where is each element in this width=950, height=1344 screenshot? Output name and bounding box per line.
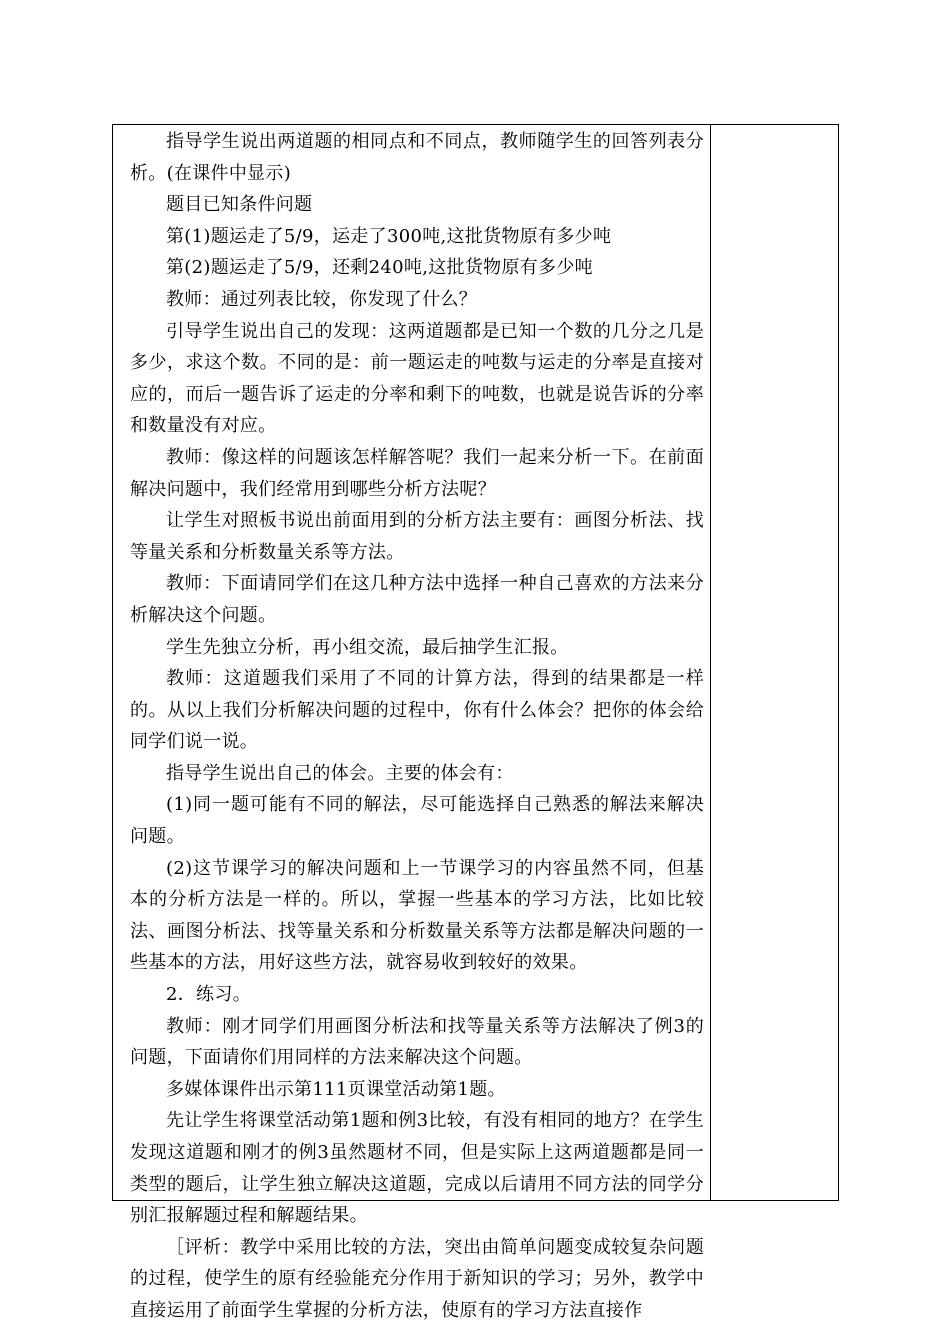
paragraph: (1)同一题可能有不同的解法，尽可能选择自己熟悉的解法来解决问题。 <box>130 794 704 848</box>
paragraph: 教师：刚才同学们用画图分析法和找等量关系等方法解决了例3的问题，下面请你们用同样的方法来解决这个问题。 <box>130 1015 704 1069</box>
lesson-content-cell <box>113 125 710 1321</box>
paragraph: (2)这节课学习的解决问题和上一节课学习的内容虽然不同，但基本的分析方法是一样的。所以，掌握一些基本的学习方法，比如比较法、画图分析法、找等量关系和分析数量关系等方法都是解决问题的一些基本的方法，用好这些方法，就容易收到较好的效果。 <box>130 857 704 974</box>
notes-cell <box>711 125 838 1200</box>
lesson-table <box>112 124 839 1321</box>
lesson-text <box>130 126 704 1327</box>
paragraph: 先让学生将课堂活动第1题和例3比较，有没有相同的地方？在学生发现这道题和刚才的例3虽然题材不同，但是实际上这两道题都是同一类型的题后，让学生独立解决这道题，完成以后请用不同方法的同学分别汇报解题过程和解题结果。 <box>130 1110 704 1227</box>
paragraph: 教师：像这样的问题该怎样解答呢？我们一起来分析一下。在前面解决问题中，我们经常用到哪些分析方法呢？ <box>130 446 704 500</box>
paragraph: 让学生对照板书说出前面用到的分析方法主要有：画图分析法、找等量关系和分析数量关系等方法。 <box>130 510 704 563</box>
paragraph: 第(1)题运走了5/9，运走了300吨,这批货物原有多少吨 <box>166 225 612 247</box>
paragraph: 指导学生说出自己的体会。主要的体会有： <box>166 762 514 784</box>
paragraph: 指导学生说出两道题的相同点和不同点，教师随学生的回答列表分析。(在课件中显示) <box>130 131 704 184</box>
paragraph: 2．练习。 <box>166 984 251 1006</box>
paragraph: 第(2)题运走了5/9，还剩240吨,这批货物原有多少吨 <box>166 257 593 279</box>
paragraph: 学生先独立分析，再小组交流，最后抽学生汇报。 <box>166 636 569 658</box>
paragraph: 引导学生说出自己的发现：这两道题都是已知一个数的几分之几是多少，求这个数。不同的是：前一题运走的吨数与运走的分率是直接对应的，而后一题告诉了运走的分率和剩下的吨数，也就是说告诉的分率和数量没有对应。 <box>130 320 704 437</box>
paragraph: 教师：这道题我们采用了不同的计算方法，得到的结果都是一样的。从以上我们分析解决问题的过程中，你有什么体会？把你的体会给同学们说一说。 <box>130 668 704 753</box>
paragraph: 教师：下面请同学们在这几种方法中选择一种自己喜欢的方法来分析解决这个问题。 <box>130 573 704 626</box>
paragraph: 教师：通过列表比较，你发现了什么？ <box>166 288 478 310</box>
paragraph: ［评析：教学中采用比较的方法，突出由简单问题变成较复杂问题的过程，使学生的原有经验能充分作用于新知识的学习；另外，教学中直接运用了前面学生掌握的分析方法，使原有的学习方法直接作 <box>130 1236 704 1321</box>
paragraph: 题目已知条件问题 <box>166 194 313 216</box>
paragraph: 多媒体课件出示第111页课堂活动第1题。 <box>166 1078 506 1100</box>
